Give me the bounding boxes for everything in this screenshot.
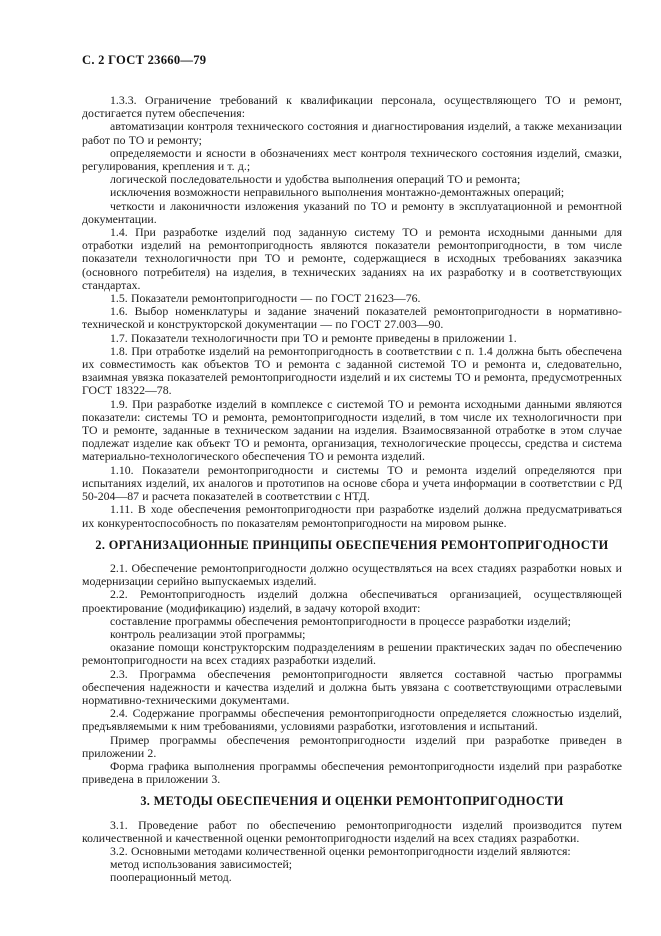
paragraph: метод использования зависимостей; [110, 857, 293, 872]
paragraph: оказание помощи конструкторским подразделениям в решении практических задач по обеспечению ремонтопригодности на всех стадиях разработки изделий. [82, 640, 622, 668]
paragraph: определяемости и ясности в обозначениях мест контроля технического состояния изделий, смазки, регулирования, крепления и т. д.; [82, 145, 622, 174]
paragraph: 1.6. Выбор номенклатуры и задание значений показателей ремонтопригодности в нормативно-технической и конструкторской документации — по ГОСТ 27.003—90. [82, 304, 622, 332]
paragraph: 2.2. Ремонтопригодность изделий должна обеспечиваться организацией, осуществляющей проектирование (модификацию) изделий, в задачу которой входит: [82, 587, 622, 615]
paragraph: 1.11. В ходе обеспечения ремонтопригодности при разработке изделий должна предусматриваться их конкурентоспособность по показателям ремонтопригодности на мировом рынке. [82, 502, 622, 530]
paragraph: составление программы обеспечения ремонтопригодности в процессе разработки изделий; [110, 613, 571, 628]
section-heading: 3. МЕТОДЫ ОБЕСПЕЧЕНИЯ И ОЦЕНКИ РЕМОНТОПРИГОДНОСТИ [140, 794, 564, 809]
paragraph: пооперационный метод. [110, 870, 232, 885]
paragraph: 1.4. При разработке изделий под заданную систему ТО и ремонта исходными данными для отработки изделий на ремонтопригодность являются показатели ремонтопригодности, в том числе показатели технологичности при ТО и ремонте, содержащиеся в исходных требованиях заказчика (основного потребителя) на изделия, в технических заданиях на их разработку и в соответствующих стандартах. [82, 225, 622, 292]
paragraph: контроль реализации этой программы; [110, 626, 306, 641]
paragraph: 3.2. Основными методами количественной оценки ремонтопригодности изделий являются: [110, 843, 571, 858]
paragraph: 1.8. При отработке изделий на ремонтопригодность в соответствии с п. 1.4 должна быть обеспечена их совместимость как объектов ТО и ремонта с заданной системой ТО и ремонта и, следовательно, взаимная увязка показателей ремонтопригодности изделий и их системы ТО и ремонта, предусмотренных ГОСТ 18322—78. [82, 343, 622, 398]
page-running-header: С. 2 ГОСТ 23660—79 [82, 53, 207, 67]
paragraph: автоматизации контроля технического состояния и диагностирования изделий, а также механизации работ по ТО и ремонту; [82, 119, 622, 147]
paragraph: 1.10. Показатели ремонтопригодности и системы ТО и ремонта изделий определяются при испытаниях изделий, их аналогов и прототипов на основе сбора и учета информации в соответствии с РД 50-204—87 и расчета показателей в соответствии с НТД. [82, 462, 622, 504]
section-heading: 2. ОРГАНИЗАЦИОННЫЕ ПРИНЦИПЫ ОБЕСПЕЧЕНИЯ РЕМОНТОПРИГОДНОСТИ [95, 537, 609, 552]
paragraph: четкости и лаконичности изложения указаний по ТО и ремонту в эксплуатационной и ремонтной документации. [82, 198, 622, 226]
paragraph: 1.3.3. Ограничение требований к квалификации персонала, осуществляющего ТО и ремонт, достигается путем обеспечения: [82, 93, 622, 121]
paragraph: 2.1. Обеспечение ремонтопригодности должно осуществляться на всех стадиях разработки новых и модернизации серийно выпускаемых изделий. [82, 560, 622, 589]
paragraph: Пример программы обеспечения ремонтопригодности изделий при разработке приведен в приложении 2. [82, 732, 622, 760]
paragraph: логической последовательности и удобства выполнения операций ТО и ремонта; [110, 172, 521, 187]
paragraph: 2.3. Программа обеспечения ремонтопригодности является составной частью программы обеспечения надежности и качества изделий и должна быть увязана с соответствующими отраслевыми нормативно-техническими документами. [82, 666, 622, 707]
paragraph: Форма графика выполнения программы обеспечения ремонтопригодности изделий при разработке приведена в приложении 3. [82, 758, 622, 787]
paragraph: исключения возможности неправильного выполнения монтажно-демонтажных операций; [110, 185, 565, 200]
paragraph: 1.5. Показатели ремонтопригодности — по ГОСТ 21623—76. [110, 291, 421, 306]
paragraph: 3.1. Проведение работ по обеспечению ремонтопригодности изделий производится путем количественной и качественной оценки ремонтопригодности изделий на всех стадиях разработки. [82, 817, 622, 845]
paragraph: 1.9. При разработке изделий в комплексе с системой ТО и ремонта исходными данными являются показатели: системы ТО и ремонта, ремонтопригодности изделий, в том числе их технологичности при ТО и ремонте, заданные в техническом задании на изделия. Взаимосвязанной отработке в этом случае подлежат изделие как объект ТО и ремонта, организация, технологические процессы, средства и система материально-технологического обеспечения ТО и ремонта изделий. [82, 396, 622, 464]
document-body [82, 94, 622, 885]
paragraph: 2.4. Содержание программы обеспечения ремонтопригодности определяется сложностью изделий, предъявляемыми к ним требованиями, условиями разработки, изготовления и испытаний. [82, 706, 622, 734]
paragraph: 1.7. Показатели технологичности при ТО и ремонте приведены в приложении 1. [110, 330, 517, 345]
